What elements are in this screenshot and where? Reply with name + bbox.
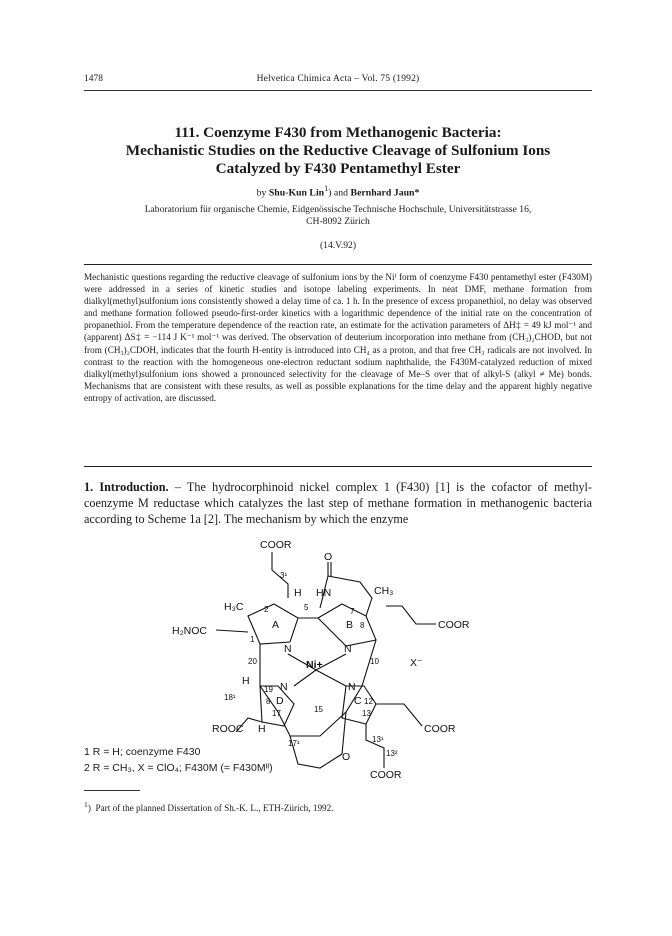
label-ch3: CH₃ [374, 585, 394, 597]
label-17: 17 [272, 709, 281, 718]
label-12: 12 [364, 697, 373, 706]
journal-title: Helvetica Chimica Acta – Vol. 75 (1992) [256, 74, 420, 84]
label-coor-bottom: COOR [370, 769, 402, 780]
author-2: Bernhard Jaun [350, 187, 415, 199]
label-7: 7 [350, 607, 355, 616]
bottom-chain [366, 724, 384, 768]
label-h19: H [242, 675, 250, 687]
title-line-2: Mechanistic Studies on the Reductive Cleavage of Sulfonium Ions [125, 142, 551, 159]
label-h17: H [258, 723, 266, 735]
label-ring-b: B [346, 619, 354, 631]
label-ring-d: D [276, 695, 284, 707]
chemical-structure-scheme [84, 536, 592, 780]
abstract [84, 271, 592, 404]
footnote-mark: 1 [84, 800, 88, 809]
label-5: 5 [304, 603, 309, 612]
c-ring-chain [376, 704, 422, 726]
label-1: 1 [250, 635, 255, 644]
author-1-footnote-mark: 1 [324, 184, 329, 193]
label-coor-c: COOR [424, 723, 456, 735]
label-2: 2 [264, 605, 269, 614]
right-chain [386, 606, 436, 624]
label-n-left: N [284, 643, 292, 655]
label-n-bottom-right: N [348, 681, 356, 693]
label-18: 8 [266, 697, 271, 706]
label-ni: Ni+ [306, 659, 323, 671]
footnote: $^1$) Part of the planned Dissertation of Sh.-K. L., ETH-Zürich, 1992. [84, 800, 334, 814]
affiliation-line-1: Laboratorium für organische Chemie, Eidgenössische Technische Hochschule, Universitätstrasse 16, [144, 204, 532, 215]
label-h3c: H₃C [224, 601, 244, 613]
affiliation-line-2: CH-8092 Zürich [306, 216, 370, 227]
article-title [84, 124, 592, 178]
title-line-3: Catalyzed by F430 Pentamethyl Ester [215, 160, 461, 177]
label-rooc: ROOC [212, 723, 244, 735]
abstract-top-rule [84, 264, 592, 265]
structure-drawing [84, 536, 592, 780]
label-hn: HN [316, 587, 332, 599]
h2noc-bond [216, 630, 248, 632]
title-line-1: 111. Coenzyme F430 from Methanogenic Bacteria: [174, 124, 502, 141]
label-n-right: N [344, 643, 352, 655]
label-o-top: O [324, 551, 333, 563]
label-h2noc: H₂NOC [172, 625, 207, 637]
introduction [84, 480, 592, 527]
scheme-caption-2: 2 R = CH₃, X = ClO₄; F430M (= F430Mᴵᴵ) [84, 762, 273, 774]
label-coor-right: COOR [438, 619, 470, 631]
page-number: 1478 [84, 74, 103, 84]
label-20: 20 [248, 657, 257, 666]
abstract-bottom-rule [84, 466, 592, 467]
label-h: H [294, 587, 302, 599]
label-13: 13 [362, 709, 371, 718]
and-word: and [333, 187, 349, 199]
introduction-text: – The hydrocorphinoid nickel complex 1 (F430) [1] is the cofactor of methyl-coenzyme M reductase which catalyzes the last step of methane formation in methanogenic bacteria according to Scheme 1a [2]. The mechanism by which the enzyme [84, 480, 592, 526]
label-19: 19 [264, 685, 273, 694]
label-10: 10 [370, 657, 379, 666]
label-ring-a: A [272, 619, 280, 631]
label-8: 8 [360, 621, 365, 630]
label-17-1: 17¹ [288, 739, 300, 748]
label-18-1: 18¹ [224, 693, 236, 702]
author-2-corresponding-mark: * [414, 187, 420, 199]
label-15: 15 [314, 705, 323, 714]
label-13-1: 13¹ [372, 735, 384, 744]
affiliation [84, 204, 592, 228]
label-3-1: 3¹ [280, 571, 288, 580]
scheme-caption-1: 1 R = H; coenzyme F430 [84, 746, 201, 758]
label-ring-c: C [354, 695, 362, 707]
label-o-bottom: O [342, 751, 351, 763]
label-13-2: 13² [386, 749, 398, 758]
running-header [84, 74, 592, 91]
author-1: Shu-Kun Lin [268, 187, 325, 199]
by-word: by [256, 187, 267, 199]
label-coor-top: COOR [260, 539, 292, 551]
received-date: (14.V.92) [319, 240, 357, 251]
label-x-minus: X⁻ [410, 657, 423, 669]
abstract-text: Mechanistic questions regarding the reductive cleavage of sulfonium ions by the Niᴵ form of coenzyme F430 pentamethyl ester (F430M) were addressed in a series of kinetic studies and isotope labeling experiments. In neat DMF, methane formation from dialkyl(methyl)sulfonium ions consistently showed a delay time of ca. 1 h. In the presence of excess propanethiol, no delay was observed and methane formation followed pseudo-first-order kinetics with a logarithmic dependence of the initial rate on the concentration of propanethiol. From the temperature dependence of the reaction rate, an estimate for the activation parameters of ΔH‡ = 49 kJ mol⁻¹ and (apparent) ΔS‡ = −114 J K⁻¹ mol⁻¹ was derived. The observation of deuterium incorporation into methane from (CH₃)₂CHOD, but not from (CH₃)₂CDOH, indicates that the fourth H-entity is introduced into CH₄ as a proton, and that free CH₃ radicals are not involved. In contrast to the reaction with the homogeneous one-electron reductant sodium naphthalide, the F430M-catalyzed reduction of mixed dialkyl(methyl)sulfonium ions showed a pronounced selectivity for the cleavage of Me–S over that of alkyl-S (alkyl ≠ Me) bonds. Mechanisms that are consistent with these results, as well as possible explanations for the time delay and the apparent highly negative entropy of activation, are discussed. [84, 272, 592, 403]
introduction-heading: 1. Introduction. [84, 480, 169, 494]
authors: by Shu-Kun Lin$^1$) and Bernhard Jaun* [256, 184, 420, 199]
footnote-text: Part of the planned Dissertation of Sh.-K. L., ETH-Zürich, 1992. [95, 803, 334, 814]
footnote-rule [84, 790, 140, 791]
label-n-bottom-left: N [280, 681, 288, 693]
